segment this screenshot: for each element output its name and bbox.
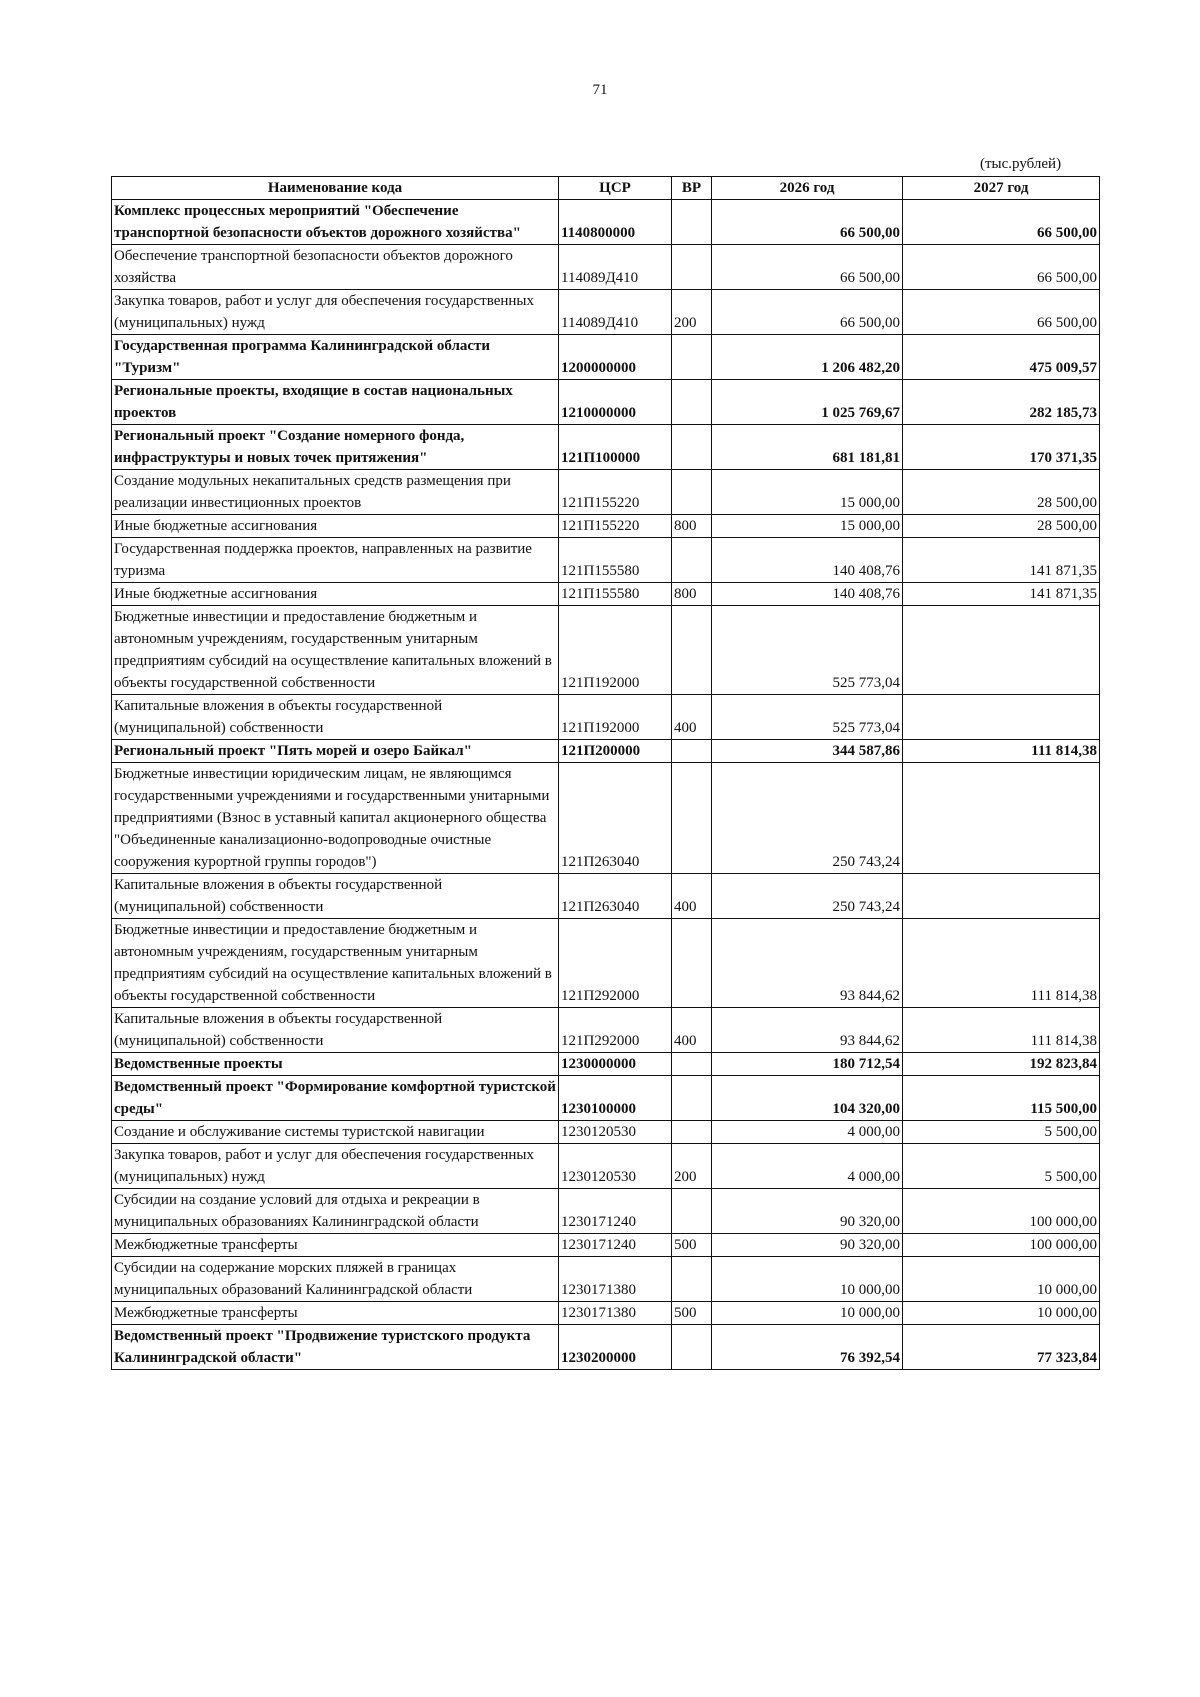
- row-2026: 10 000,00: [712, 1302, 903, 1325]
- row-csr: 1210000000: [559, 380, 672, 425]
- page-number: 71: [592, 82, 608, 98]
- row-vr: [672, 425, 712, 470]
- row-2026: 4 000,00: [712, 1121, 903, 1144]
- row-vr: [672, 200, 712, 245]
- row-name: Ведомственные проекты: [112, 1053, 559, 1076]
- row-vr: [672, 245, 712, 290]
- row-csr: 121П155580: [559, 538, 672, 583]
- row-csr: 1230120530: [559, 1144, 672, 1189]
- table-row: [112, 200, 1100, 245]
- table-row: [112, 1053, 1100, 1076]
- row-csr: 1230100000: [559, 1076, 672, 1121]
- row-name: Капитальные вложения в объекты государственной (муниципальной) собственности: [112, 695, 559, 740]
- table-row: [112, 695, 1100, 740]
- row-name: Субсидии на создание условий для отдыха и рекреации в муниципальных образованиях Калининградской области: [112, 1189, 559, 1234]
- table-row: [112, 583, 1100, 606]
- row-csr: 1230120530: [559, 1121, 672, 1144]
- row-2027: 111 814,38: [903, 1008, 1100, 1053]
- row-2027: [903, 763, 1100, 874]
- row-vr: 800: [672, 515, 712, 538]
- row-name: Иные бюджетные ассигнования: [112, 515, 559, 538]
- row-name: Бюджетные инвестиции и предоставление бюджетным и автономным учреждениям, государственным унитарным предприятиям субсидий на осуществление капитальных вложений в объекты государственной собственности: [112, 919, 559, 1008]
- row-csr: 121П155580: [559, 583, 672, 606]
- row-2026: 140 408,76: [712, 583, 903, 606]
- header-name: Наименование кода: [112, 177, 559, 200]
- row-2027: 141 871,35: [903, 538, 1100, 583]
- table-row: [112, 1325, 1100, 1370]
- row-vr: [672, 1121, 712, 1144]
- header-vr: ВР: [672, 177, 712, 200]
- table-row: [112, 1257, 1100, 1302]
- row-2026: 66 500,00: [712, 290, 903, 335]
- table-row: [112, 470, 1100, 515]
- row-vr: [672, 1325, 712, 1370]
- row-2027: 66 500,00: [903, 245, 1100, 290]
- row-csr: 121П100000: [559, 425, 672, 470]
- table-header-row: [112, 177, 1100, 200]
- row-name: Межбюджетные трансферты: [112, 1302, 559, 1325]
- row-2026: 525 773,04: [712, 606, 903, 695]
- row-csr: 121П192000: [559, 695, 672, 740]
- row-2026: 15 000,00: [712, 515, 903, 538]
- row-2027: 5 500,00: [903, 1121, 1100, 1144]
- row-2027: 5 500,00: [903, 1144, 1100, 1189]
- table-row: [112, 425, 1100, 470]
- row-2026: 140 408,76: [712, 538, 903, 583]
- table-row: [112, 1234, 1100, 1257]
- row-vr: [672, 335, 712, 380]
- row-name: Комплекс процессных мероприятий "Обеспечение транспортной безопасности объектов дорожного хозяйства": [112, 200, 559, 245]
- table-row: [112, 606, 1100, 695]
- row-csr: 121П263040: [559, 763, 672, 874]
- row-2026: 1 025 769,67: [712, 380, 903, 425]
- row-2027: 28 500,00: [903, 515, 1100, 538]
- row-2026: 76 392,54: [712, 1325, 903, 1370]
- row-name: Капитальные вложения в объекты государственной (муниципальной) собственности: [112, 874, 559, 919]
- row-name: Обеспечение транспортной безопасности объектов дорожного хозяйства: [112, 245, 559, 290]
- row-csr: 1230000000: [559, 1053, 672, 1076]
- row-2027: 111 814,38: [903, 919, 1100, 1008]
- row-vr: [672, 1053, 712, 1076]
- row-vr: 200: [672, 1144, 712, 1189]
- row-name: Иные бюджетные ассигнования: [112, 583, 559, 606]
- row-2026: 344 587,86: [712, 740, 903, 763]
- row-name: Ведомственный проект "Продвижение туристского продукта Калининградской области": [112, 1325, 559, 1370]
- row-csr: 1230171240: [559, 1234, 672, 1257]
- row-vr: [672, 763, 712, 874]
- header-2027: 2027 год: [903, 177, 1100, 200]
- row-2027: 115 500,00: [903, 1076, 1100, 1121]
- table-row: [112, 245, 1100, 290]
- row-2026: 180 712,54: [712, 1053, 903, 1076]
- row-vr: 400: [672, 1008, 712, 1053]
- row-vr: [672, 740, 712, 763]
- row-vr: 500: [672, 1302, 712, 1325]
- row-name: Бюджетные инвестиции и предоставление бюджетным и автономным учреждениям, государственным унитарным предприятиям субсидий на осуществление капитальных вложений в объекты государственной собственности: [112, 606, 559, 695]
- row-name: Закупка товаров, работ и услуг для обеспечения государственных (муниципальных) нужд: [112, 290, 559, 335]
- row-2026: 90 320,00: [712, 1234, 903, 1257]
- row-csr: 121П155220: [559, 470, 672, 515]
- units-label: (тыс.рублей): [980, 156, 1062, 172]
- row-2026: 66 500,00: [712, 200, 903, 245]
- table-row: [112, 1189, 1100, 1234]
- row-csr: 121П292000: [559, 1008, 672, 1053]
- row-2026: 93 844,62: [712, 1008, 903, 1053]
- row-2027: 170 371,35: [903, 425, 1100, 470]
- row-name: Ведомственный проект "Формирование комфортной туристской среды": [112, 1076, 559, 1121]
- row-2026: 4 000,00: [712, 1144, 903, 1189]
- row-csr: 1200000000: [559, 335, 672, 380]
- row-2027: [903, 695, 1100, 740]
- row-csr: 1230171380: [559, 1257, 672, 1302]
- row-2027: 282 185,73: [903, 380, 1100, 425]
- row-vr: [672, 470, 712, 515]
- row-vr: 200: [672, 290, 712, 335]
- row-name: Межбюджетные трансферты: [112, 1234, 559, 1257]
- row-2026: 525 773,04: [712, 695, 903, 740]
- table-row: [112, 515, 1100, 538]
- row-2027: [903, 874, 1100, 919]
- table-row: [112, 335, 1100, 380]
- row-csr: 1230171240: [559, 1189, 672, 1234]
- table-row: [112, 1008, 1100, 1053]
- row-vr: [672, 1257, 712, 1302]
- row-name: Государственная программа Калининградской области "Туризм": [112, 335, 559, 380]
- row-2027: 141 871,35: [903, 583, 1100, 606]
- header-2026: 2026 год: [712, 177, 903, 200]
- row-vr: [672, 538, 712, 583]
- row-vr: 400: [672, 695, 712, 740]
- row-2026: 104 320,00: [712, 1076, 903, 1121]
- row-name: Региональный проект "Создание номерного фонда, инфраструктуры и новых точек притяжения": [112, 425, 559, 470]
- row-vr: [672, 380, 712, 425]
- row-name: Капитальные вложения в объекты государственной (муниципальной) собственности: [112, 1008, 559, 1053]
- row-2026: 681 181,81: [712, 425, 903, 470]
- row-name: Закупка товаров, работ и услуг для обеспечения государственных (муниципальных) нужд: [112, 1144, 559, 1189]
- table-row: [112, 290, 1100, 335]
- row-csr: 121П155220: [559, 515, 672, 538]
- table-row: [112, 740, 1100, 763]
- row-csr: 121П200000: [559, 740, 672, 763]
- row-csr: 114089Д410: [559, 245, 672, 290]
- row-2026: 250 743,24: [712, 763, 903, 874]
- table-row: [112, 919, 1100, 1008]
- row-name: Региональный проект "Пять морей и озеро Байкал": [112, 740, 559, 763]
- row-2027: 100 000,00: [903, 1189, 1100, 1234]
- row-2027: 100 000,00: [903, 1234, 1100, 1257]
- row-vr: 500: [672, 1234, 712, 1257]
- row-vr: 400: [672, 874, 712, 919]
- table-row: [112, 763, 1100, 874]
- row-name: Государственная поддержка проектов, направленных на развитие туризма: [112, 538, 559, 583]
- row-vr: [672, 919, 712, 1008]
- row-2026: 10 000,00: [712, 1257, 903, 1302]
- row-csr: 121П292000: [559, 919, 672, 1008]
- table-row: [112, 380, 1100, 425]
- row-csr: 1140800000: [559, 200, 672, 245]
- table-row: [112, 874, 1100, 919]
- row-csr: 1230171380: [559, 1302, 672, 1325]
- row-name: Бюджетные инвестиции юридическим лицам, не являющимся государственными учреждениями и государственными унитарными предприятиями (Взнос в уставный капитал акционерного общества "Объединенные канализационно-водопроводные очистные сооружения курортной группы городов"): [112, 763, 559, 874]
- row-2026: 15 000,00: [712, 470, 903, 515]
- row-2026: 66 500,00: [712, 245, 903, 290]
- row-name: Субсидии на содержание морских пляжей в границах муниципальных образований Калининградской области: [112, 1257, 559, 1302]
- table-body: [112, 200, 1100, 1370]
- table-row: [112, 538, 1100, 583]
- row-csr: 114089Д410: [559, 290, 672, 335]
- row-2026: 90 320,00: [712, 1189, 903, 1234]
- row-2027: [903, 606, 1100, 695]
- row-2027: 10 000,00: [903, 1302, 1100, 1325]
- row-csr: 1230200000: [559, 1325, 672, 1370]
- row-2027: 66 500,00: [903, 290, 1100, 335]
- row-2027: 192 823,84: [903, 1053, 1100, 1076]
- table-row: [112, 1302, 1100, 1325]
- row-vr: 800: [672, 583, 712, 606]
- budget-table: [111, 176, 1100, 1370]
- row-csr: 121П263040: [559, 874, 672, 919]
- row-name: Создание модульных некапитальных средств размещения при реализации инвестиционных проектов: [112, 470, 559, 515]
- row-2027: 111 814,38: [903, 740, 1100, 763]
- row-csr: 121П192000: [559, 606, 672, 695]
- row-2026: 93 844,62: [712, 919, 903, 1008]
- header-csr: ЦСР: [559, 177, 672, 200]
- row-2026: 1 206 482,20: [712, 335, 903, 380]
- table-row: [112, 1121, 1100, 1144]
- row-2027: 77 323,84: [903, 1325, 1100, 1370]
- row-name: Региональные проекты, входящие в состав национальных проектов: [112, 380, 559, 425]
- row-vr: [672, 1189, 712, 1234]
- row-vr: [672, 606, 712, 695]
- row-2027: 66 500,00: [903, 200, 1100, 245]
- table-row: [112, 1144, 1100, 1189]
- row-name: Создание и обслуживание системы туристской навигации: [112, 1121, 559, 1144]
- row-vr: [672, 1076, 712, 1121]
- table-row: [112, 1076, 1100, 1121]
- row-2027: 10 000,00: [903, 1257, 1100, 1302]
- row-2027: 28 500,00: [903, 470, 1100, 515]
- row-2027: 475 009,57: [903, 335, 1100, 380]
- row-2026: 250 743,24: [712, 874, 903, 919]
